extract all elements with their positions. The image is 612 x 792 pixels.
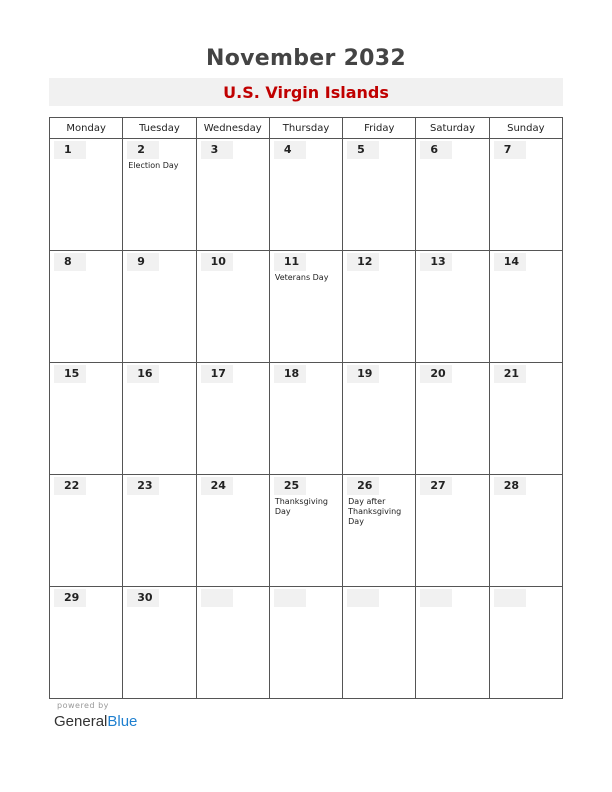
- day-cell: [196, 363, 269, 475]
- weekday-wednesday: Wednesday: [196, 118, 269, 139]
- weekday-header-row: [50, 118, 563, 139]
- week-row: [50, 363, 563, 475]
- holiday-label: Election Day: [128, 161, 179, 170]
- week-row: [50, 587, 563, 699]
- day-cell: [416, 475, 489, 587]
- day-cell: [50, 139, 123, 251]
- day-cell: [416, 139, 489, 251]
- day-number: [347, 589, 379, 607]
- day-cell: [269, 587, 342, 699]
- day-number: [201, 589, 233, 607]
- weekday-thursday: Thursday: [269, 118, 342, 139]
- brand-general-text: General: [54, 713, 108, 730]
- day-cell: [196, 587, 269, 699]
- day-number: 21: [494, 365, 526, 383]
- day-number: 22: [54, 477, 86, 495]
- day-cell: [50, 363, 123, 475]
- day-cell: [343, 139, 416, 251]
- holiday-label: Thanksgiving Day: [274, 497, 328, 516]
- day-number: 6: [420, 141, 452, 159]
- page-title: November 2032: [205, 46, 407, 71]
- day-number: 13: [420, 253, 452, 271]
- day-cell: [343, 251, 416, 363]
- day-cell: [269, 363, 342, 475]
- day-cell: [123, 139, 196, 251]
- day-cell: [196, 251, 269, 363]
- day-cell: [123, 475, 196, 587]
- day-cell: [269, 475, 342, 587]
- day-number: 27: [420, 477, 452, 495]
- day-number: 12: [347, 253, 379, 271]
- day-cell: [416, 251, 489, 363]
- day-cell: [123, 587, 196, 699]
- day-number: 20: [420, 365, 452, 383]
- weekday-monday: Monday: [50, 118, 123, 139]
- day-number: 1: [54, 141, 86, 159]
- day-cell: [50, 251, 123, 363]
- weekday-tuesday: Tuesday: [123, 118, 196, 139]
- day-number: 28: [494, 477, 526, 495]
- day-cell: [196, 139, 269, 251]
- day-number: 15: [54, 365, 86, 383]
- day-number: 3: [201, 141, 233, 159]
- day-number: 18: [274, 365, 306, 383]
- region-name: U.S. Virgin Islands: [223, 83, 389, 102]
- day-number: 7: [494, 141, 526, 159]
- day-cell: [489, 139, 562, 251]
- day-number: [420, 589, 452, 607]
- calendar-body: [50, 139, 563, 699]
- day-number: 24: [201, 477, 233, 495]
- day-cell: [50, 475, 123, 587]
- holiday-label: Veterans Day: [274, 273, 329, 282]
- day-cell: [196, 475, 269, 587]
- day-cell: [123, 363, 196, 475]
- day-number: 14: [494, 253, 526, 271]
- day-number: 17: [201, 365, 233, 383]
- day-cell: [416, 363, 489, 475]
- week-row: [50, 251, 563, 363]
- weekday-sunday: Sunday: [489, 118, 562, 139]
- powered-by-text: powered by: [57, 701, 109, 710]
- day-cell: [343, 587, 416, 699]
- day-cell: [123, 251, 196, 363]
- week-row: [50, 475, 563, 587]
- day-number: 16: [127, 365, 159, 383]
- day-number: 19: [347, 365, 379, 383]
- day-number: 5: [347, 141, 379, 159]
- day-cell: [489, 363, 562, 475]
- day-cell: [489, 587, 562, 699]
- day-number: 4: [274, 141, 306, 159]
- day-cell: [50, 587, 123, 699]
- day-cell: [343, 363, 416, 475]
- holiday-label: Day after Thanksgiving Day: [348, 497, 402, 526]
- day-cell: [416, 587, 489, 699]
- day-number: 11: [274, 253, 306, 271]
- day-cell: [489, 251, 562, 363]
- day-cell: [343, 475, 416, 587]
- day-number: 23: [127, 477, 159, 495]
- brand-logo: [54, 713, 137, 730]
- day-number: 25: [274, 477, 306, 495]
- day-number: 10: [201, 253, 233, 271]
- day-number: 2: [127, 141, 159, 159]
- day-cell: [269, 139, 342, 251]
- day-cell: [489, 475, 562, 587]
- day-number: [274, 589, 306, 607]
- day-number: 26: [347, 477, 379, 495]
- day-number: 8: [54, 253, 86, 271]
- day-number: [494, 589, 526, 607]
- weekday-saturday: Saturday: [416, 118, 489, 139]
- weekday-friday: Friday: [343, 118, 416, 139]
- calendar-grid: [49, 117, 563, 699]
- day-number: 29: [54, 589, 86, 607]
- brand-blue-text: Blue: [107, 713, 138, 730]
- day-cell: [269, 251, 342, 363]
- day-number: 30: [127, 589, 159, 607]
- week-row: [50, 139, 563, 251]
- day-number: 9: [127, 253, 159, 271]
